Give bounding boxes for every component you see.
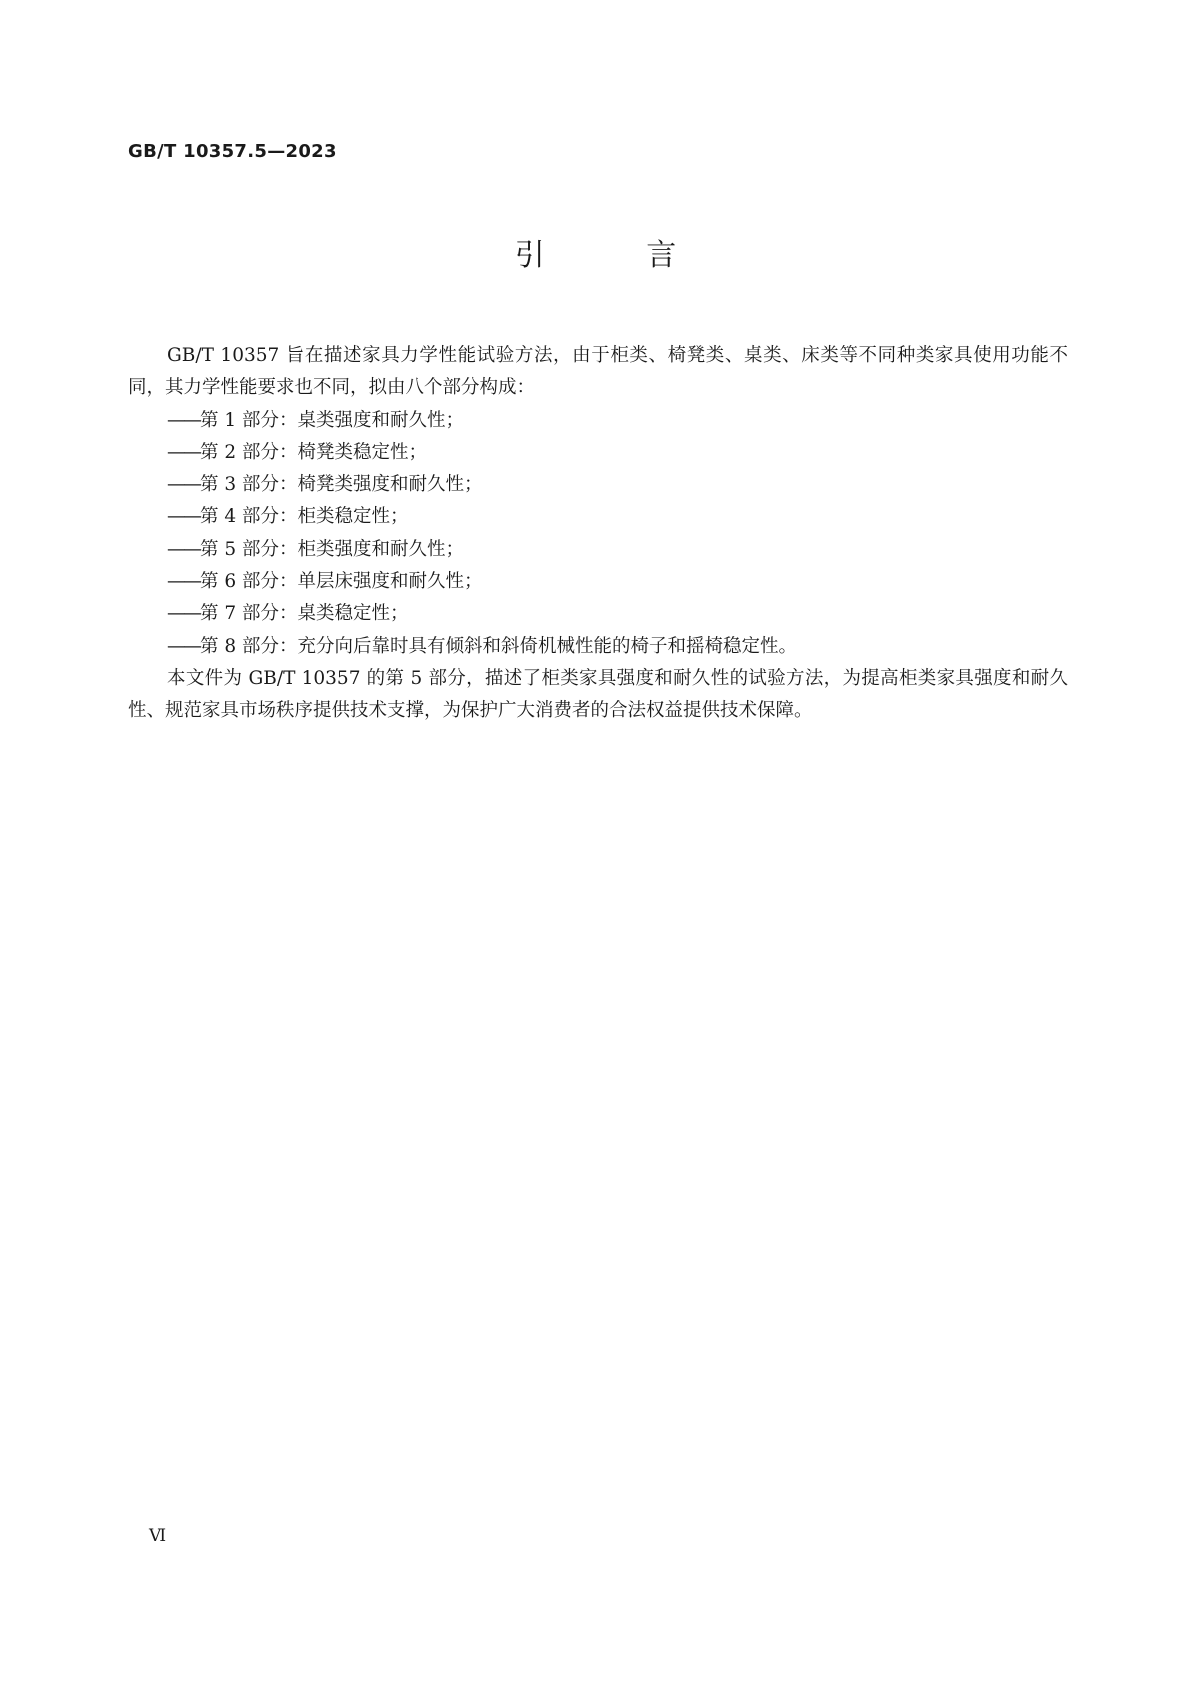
list-item [128,405,1068,437]
document-id: GB/T 10357.5—2023 [128,141,337,162]
list-item [128,501,1068,533]
list-item [128,631,1068,663]
page-title: 引 言 [514,238,723,273]
list-item-text: 第 7 部分：桌类稳定性； [200,603,409,625]
page-number: Ⅵ [149,1526,167,1546]
list-dash: —— [167,409,200,431]
list-item-text: 第 1 部分：桌类强度和耐久性； [200,409,465,431]
closing-paragraph: 本文件为 GB/T 10357 的第 5 部分，描述了柜类家具强度和耐久性的试验方法，为提高柜类家具强度和耐久性、规范家具市场秩序提供技术支撑，为保护广大消费者的合法权益提供技术保障。 [128,667,1068,722]
list-item [128,469,1068,501]
list-item-text: 第 5 部分：柜类强度和耐久性； [200,538,465,560]
list-item [128,598,1068,630]
list-item [128,566,1068,598]
list-dash: —— [167,441,200,463]
list-dash: —— [167,571,200,593]
list-item [128,437,1068,469]
parts-list [128,405,1068,663]
list-dash: —— [167,538,200,560]
list-dash: —— [167,506,200,528]
list-dash: —— [167,474,200,496]
list-item-text: 第 4 部分：柜类稳定性； [200,506,409,528]
list-item-text: 第 6 部分：单层床强度和耐久性； [200,571,483,593]
list-item-text: 第 2 部分：椅凳类稳定性； [200,441,428,463]
list-item [128,534,1068,566]
list-item-text: 第 8 部分：充分向后靠时具有倾斜和斜倚机械性能的椅子和摇椅稳定性。 [200,635,798,657]
intro-paragraph: GB/T 10357 旨在描述家具力学性能试验方法，由于柜类、椅凳类、桌类、床类等不同种类家具使用功能不同，其力学性能要求也不同，拟由八个部分构成： [128,345,1068,399]
introduction-body [128,340,1068,728]
list-dash: —— [167,635,200,657]
list-dash: —— [167,603,200,625]
list-item-text: 第 3 部分：椅凳类强度和耐久性； [200,474,483,496]
